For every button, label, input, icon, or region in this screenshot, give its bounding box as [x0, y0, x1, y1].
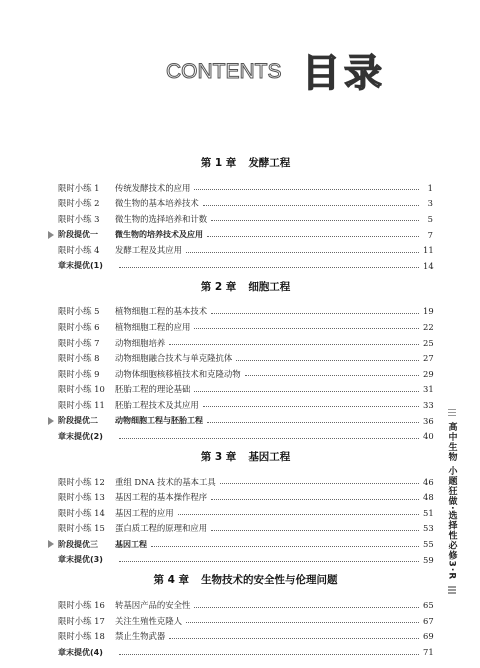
dot-leader	[203, 406, 419, 407]
toc-entry-title: 关注生殖性克隆人	[115, 615, 182, 626]
toc-entry-label	[58, 399, 199, 411]
dot-leader	[186, 252, 419, 253]
toc-entry-label	[58, 321, 190, 333]
contents-word: CONTENTS	[166, 60, 282, 83]
toc-page-number: 36	[423, 415, 434, 426]
toc-entry-title: 动物细胞培养	[115, 337, 166, 348]
side-divider	[448, 589, 456, 591]
toc-page-number: 31	[423, 384, 434, 395]
toc-entry-label	[58, 599, 190, 611]
toc-entry[interactable]	[58, 413, 433, 429]
toc-entry-number: 限时小练 2	[58, 198, 100, 209]
dot-leader	[207, 236, 419, 237]
chapter-number: 第 4 章	[153, 574, 190, 587]
toc-page-number: 14	[423, 260, 434, 271]
toc-entry-number: 章末提优(1)	[58, 261, 103, 271]
toc-entry-label	[58, 182, 190, 194]
toc-page-number: 59	[423, 554, 434, 565]
toc-page-number: 1	[427, 182, 433, 193]
toc-entry-title: 植物细胞工程的基本技术	[115, 306, 208, 317]
contents-header	[0, 38, 480, 95]
dot-leader	[236, 360, 419, 361]
toc-page-number: 40	[423, 431, 434, 442]
toc-entry-label	[58, 260, 115, 271]
toc-entry-number: 限时小练 9	[58, 368, 100, 379]
toc-page-number: 48	[423, 492, 434, 503]
side-divider	[448, 412, 456, 414]
toc-entry[interactable]	[58, 474, 433, 490]
toc-entry-number: 阶段提优一	[58, 230, 98, 240]
toc-entry-label	[58, 647, 115, 658]
side-book-title: 高中生物 小题狂做·选择性必修3·R	[446, 422, 457, 581]
toc-page-number: 5	[427, 213, 433, 224]
toc-entry[interactable]	[58, 536, 433, 552]
toc-page-number: 22	[423, 321, 434, 332]
toc-page-number: 11	[423, 245, 434, 256]
toc-entry[interactable]	[58, 382, 433, 398]
toc-entry-label	[58, 615, 182, 627]
toc-entry-label	[58, 507, 174, 519]
dot-leader	[151, 546, 419, 547]
toc-entry-title: 胚胎工程的理论基础	[115, 384, 191, 395]
toc-entry-number: 限时小练 4	[58, 245, 100, 256]
toc-page-number: 3	[427, 198, 433, 209]
mulu-title: 目录	[302, 51, 387, 95]
toc-entry-number: 阶段提优三	[58, 539, 98, 549]
toc-entry-number: 章末提优(3)	[58, 555, 103, 565]
toc-page-number: 46	[423, 476, 434, 487]
toc-entry-title: 基因工程	[115, 539, 147, 549]
dot-leader	[119, 267, 419, 268]
toc-entry-title: 基因工程的基本操作程序	[115, 492, 208, 503]
table-of-contents	[58, 150, 433, 660]
chapter-name: 发酵工程	[248, 157, 291, 169]
toc-page-number: 65	[423, 600, 434, 611]
toc-entry-label	[58, 383, 190, 395]
toc-entry-label	[58, 630, 165, 642]
dot-leader	[169, 638, 419, 639]
toc-entry-number: 限时小练 7	[58, 337, 100, 348]
toc-entry-title: 动物细胞融合技术与单克隆抗体	[115, 353, 233, 364]
toc-entry[interactable]	[58, 350, 433, 366]
side-divider	[448, 592, 456, 594]
triangle-marker-icon	[48, 540, 54, 548]
toc-entry-label	[58, 244, 182, 256]
toc-page-number: 51	[423, 507, 434, 518]
toc-page-number: 53	[423, 523, 434, 534]
toc-entry[interactable]	[58, 552, 433, 568]
toc-page-number: 7	[427, 229, 433, 240]
toc-page-number: 19	[423, 306, 434, 317]
toc-entry-number: 限时小练 12	[58, 476, 105, 487]
toc-entry-title: 转基因产品的安全性	[115, 600, 191, 611]
toc-entry-label	[58, 337, 165, 349]
toc-entry-title: 植物细胞工程的应用	[115, 321, 191, 332]
toc-entry-number: 章末提优(4)	[58, 647, 103, 657]
toc-page-number: 27	[423, 353, 434, 364]
toc-entry[interactable]	[58, 196, 433, 212]
toc-entry-title: 禁止生物武器	[115, 631, 166, 642]
toc-entry-title: 发酵工程及其应用	[115, 245, 182, 256]
chapter-title	[58, 278, 433, 296]
toc-entry-title: 微生物的培养技术及应用	[115, 230, 203, 240]
toc-entry-label	[58, 415, 203, 426]
toc-entry-title: 动物细胞工程与胚胎工程	[115, 416, 203, 426]
toc-page-number: 67	[423, 615, 434, 626]
toc-entry-title: 微生物的选择培养和计数	[115, 213, 208, 224]
dot-leader	[169, 344, 419, 345]
dot-leader	[194, 328, 419, 329]
toc-entry[interactable]	[58, 597, 433, 613]
toc-entry-title: 重组 DNA 技术的基本工具	[115, 476, 216, 487]
toc-entry-title: 胚胎工程技术及其应用	[115, 399, 199, 410]
toc-entry-number: 限时小练 13	[58, 492, 105, 503]
toc-entry[interactable]	[58, 629, 433, 645]
triangle-marker-icon	[48, 417, 54, 425]
toc-page-number: 25	[423, 337, 434, 348]
side-divider	[448, 415, 456, 417]
side-divider	[448, 409, 456, 411]
toc-entry[interactable]	[58, 211, 433, 227]
toc-page-number: 69	[423, 631, 434, 642]
toc-entry-number: 限时小练 6	[58, 321, 100, 332]
toc-page-number: 71	[423, 647, 434, 658]
toc-entry[interactable]	[58, 644, 433, 660]
toc-entry-number: 限时小练 5	[58, 306, 100, 317]
toc-entry-title: 微生物的基本培养技术	[115, 198, 199, 209]
toc-entry-label	[58, 539, 147, 550]
toc-entry[interactable]	[58, 521, 433, 537]
chapter-number: 第 1 章	[200, 157, 237, 169]
dot-leader	[178, 514, 419, 515]
toc-entry-label	[58, 431, 115, 442]
toc-entry-label	[58, 476, 216, 488]
toc-entry-label	[58, 352, 232, 364]
dot-leader	[203, 205, 419, 206]
toc-entry[interactable]	[58, 258, 433, 274]
toc-entry-label	[58, 522, 207, 534]
dot-leader	[119, 654, 419, 655]
dot-leader	[211, 499, 419, 500]
toc-entry-number: 限时小练 17	[58, 615, 105, 626]
triangle-marker-icon	[48, 231, 54, 239]
toc-entry[interactable]	[58, 180, 433, 196]
toc-entry-label	[58, 554, 115, 565]
dot-leader	[245, 375, 419, 376]
dot-leader	[207, 422, 419, 423]
toc-entry[interactable]	[58, 613, 433, 629]
toc-entry[interactable]	[58, 366, 433, 382]
toc-entry-label	[58, 305, 207, 317]
toc-entry-number: 限时小练 15	[58, 523, 105, 534]
dot-leader	[211, 313, 419, 314]
chapter-name: 基因工程	[248, 450, 291, 463]
chapter-title	[58, 448, 433, 466]
toc-entry[interactable]	[58, 304, 433, 320]
toc-entry-number: 限时小练 18	[58, 631, 105, 642]
toc-entry[interactable]	[58, 505, 433, 521]
toc-entry[interactable]	[58, 319, 433, 335]
dot-leader	[211, 530, 419, 531]
chapter-title	[58, 154, 433, 172]
side-label	[445, 407, 459, 602]
toc-entry[interactable]	[58, 397, 433, 413]
dot-leader	[194, 189, 419, 190]
toc-entry-number: 限时小练 8	[58, 353, 100, 364]
toc-entry-number: 限时小练 11	[58, 399, 105, 410]
dot-leader	[186, 622, 419, 623]
toc-entry-number: 限时小练 10	[58, 384, 105, 395]
side-divider	[448, 586, 456, 588]
toc-page-number: 29	[423, 368, 434, 379]
toc-entry-label	[58, 229, 203, 240]
dot-leader	[220, 483, 419, 484]
toc-entry-title: 蛋白质工程的原理和应用	[115, 523, 208, 534]
chapter-number: 第 3 章	[200, 450, 237, 463]
toc-entry[interactable]	[58, 227, 433, 243]
toc-entry-number: 章末提优(2)	[58, 431, 103, 441]
toc-entry-number: 限时小练 3	[58, 213, 100, 224]
toc-entry-number: 限时小练 1	[58, 182, 100, 193]
toc-entry-number: 限时小练 16	[58, 600, 105, 611]
toc-entry[interactable]	[58, 490, 433, 506]
chapter-title	[58, 571, 433, 589]
toc-entry-number: 限时小练 14	[58, 507, 105, 518]
chapter-name: 生物技术的安全性与伦理问题	[201, 574, 338, 587]
toc-entry[interactable]	[58, 335, 433, 351]
dot-leader	[194, 391, 419, 392]
dot-leader	[211, 220, 419, 221]
toc-page-number: 33	[423, 399, 434, 410]
toc-entry[interactable]	[58, 428, 433, 444]
chapter-name: 细胞工程	[248, 280, 291, 293]
toc-entry-label	[58, 368, 241, 380]
toc-entry-label	[58, 213, 207, 225]
toc-entry-title: 基因工程的应用	[115, 507, 174, 518]
toc-entry-label	[58, 491, 207, 503]
dot-leader	[194, 607, 419, 608]
toc-entry-title: 动物体细胞核移植技术和克隆动物	[115, 368, 241, 379]
toc-entry[interactable]	[58, 242, 433, 258]
toc-page-number: 55	[423, 539, 434, 550]
dot-leader	[119, 561, 419, 562]
toc-entry-label	[58, 197, 199, 209]
dot-leader	[119, 438, 419, 439]
toc-entry-number: 阶段提优二	[58, 416, 98, 426]
chapter-number: 第 2 章	[200, 280, 237, 293]
toc-entry-title: 传统发酵技术的应用	[115, 182, 191, 193]
